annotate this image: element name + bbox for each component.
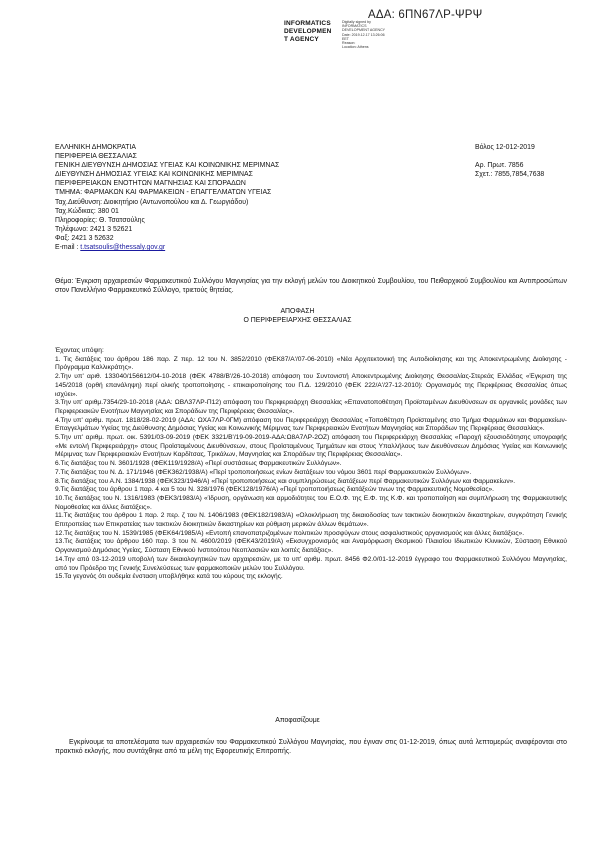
- stamp-line: INFORMATICS: [284, 20, 331, 27]
- stamp-detail: Reason:: [342, 41, 356, 46]
- stamp-line: DEVELOPMEN: [284, 28, 332, 35]
- considering-heading: Έχοντας υπόψη:: [55, 347, 104, 354]
- list-item: 12.Τις διατάξεις του Ν. 1539/1985 (ΦΕΚ64/1985/Α) «Εντοπή επανοπατριζομένων πολιτικών προσφύγων στους ασφαλιστικούς οργανισμούς και άλλες διατάξεις».: [55, 529, 525, 537]
- document-date: Βόλος 12-012-2019: [475, 144, 535, 151]
- header-line: Πληροφορίες: Θ. Τσατσούλης: [55, 216, 145, 224]
- stamp-detail: Date: 2019.12.17 13:26:06: [342, 32, 385, 37]
- header-line: Τηλέφωνο: 2421 3 52621: [55, 225, 133, 233]
- stamp-details: [342, 20, 385, 49]
- header-line: ΠΕΡΙΦΕΡΕΙΑΚΩΝ ΕΝΟΤΗΤΩΝ ΜΑΓΝΗΣΙΑΣ ΚΑΙ ΣΠΟΡΑΔΩΝ: [55, 180, 246, 188]
- stamp-line: T AGENCY: [284, 36, 319, 43]
- list-item: 9.Τις διατάξεις του άρθρου 1 παρ. 4 και 5 του Ν. 328/1976 (ΦΕΚ128/1976/Α) «Περί τροποποιήσεως διατάξεών τινων της Φαρμακευτικής Νομοθεσίας».: [55, 486, 494, 494]
- header-line: ΤΜΗΜΑ: ΦΑΡΜΑΚΩΝ ΚΑΙ ΦΑΡΜΑΚΕΙΩΝ - ΕΠΑΓΓΕΛΜΑΤΩΝ ΥΓΕΙΑΣ: [55, 189, 272, 197]
- decision-text: Εγκρίνουμε τα αποτελέσματα των αρχαιρεσιών του Φαρμακευτικού Συλλόγου Μαγνησίας, που έγιναν στις 01-12-2019, όπως αυτά λεπτομερώς αναφέρονται στο πρακτικό εκλογής, που συντάχθηκε από τα μέλη της Εφορευτικής Επιτροπής.: [55, 739, 567, 756]
- list-item: 6.Τις διατάξεις του Ν. 3601/1928 (ΦΕΚ119/1928/Α) «Περί συστάσεως Φαρμακευτικών Συλλόγων».: [55, 460, 342, 468]
- list-item: 7.Τις διατάξεις του Ν. Δ. 171/1946 (ΦΕΚ362/1938/Α) «Περί τροποποιήσεως ενίων διατάξεων του νόμου 3601 περί Φαρμακευτικών Συλλόγων».: [55, 468, 472, 476]
- considerations: [55, 347, 567, 582]
- list-item: 13.Τις διατάξεις του άρθρου 160 παρ. 3 του Ν. 4600/2019 (ΦΕΚ43/2019/Α) «Εκσυγχρονισμός και Αναμόρφωση Θεσμικού Πλαισίου Ιδιωτικών Κλινικών, Σύσταση Εθνικού Οργανισμού Δημόσιας Υγείας, Σύσταση Εθνικού Ινστιτούτου Νεοπλασιών και λοιπές διατάξεις».: [55, 538, 567, 555]
- subject-line: Θέμα: Έγκριση αρχαιρεσιών Φαρμακευτικού Συλλόγου Μαγνησίας για την εκλογή μελών του Διοικητικού Συμβουλίου, του Πειθαρχικού Συμβουλίου και Αντιπροσώπων στον Πανελλήνιο Φαρμακευτικό Σύλλογο, τριετούς θητείας.: [55, 278, 567, 295]
- stamp-detail: EET: [342, 36, 349, 41]
- list-item: 8.Τις διατάξεις του Α.Ν. 1384/1938 (ΦΕΚ323/1946/Α) «Περί τροποποιήσεως και συμπληρώσεως διατάξεων περί Φαρμακευτικών Συλλόγων και Φαρμακείων».: [55, 477, 516, 485]
- reference-block: [475, 143, 544, 179]
- email-label: E-mail :: [55, 244, 81, 252]
- protocol-number: Αρ. Πρωτ. 7856: [475, 162, 524, 170]
- list-item: 11.Τις διατάξεις του άρθρου 1 παρ. 2 περ. ζ του Ν. 1406/1983 (ΦΕΚ182/1983/Α) «Ολοκλήρωση της δικαιοδοσίας των τακτικών διοικητικών δικαστηρίων, συγκρότηση Γενικής Επιτροπείας των Επικρατείας των τακτικών διοικητικών δικαστηρίων και ρύθμιση μερικών άλλων θεμάτων».: [55, 512, 567, 529]
- header-line: ΔΙΕΥΘΥΝΣΗ ΔΗΜΟΣΙΑΣ ΥΓΕΙΑΣ ΚΑΙ ΚΟΙΝΩΝΙΚΗΣ ΜΕΡΙΜΝΑΣ: [55, 171, 253, 179]
- header-line: Φαξ: 2421 3 52632: [55, 234, 114, 242]
- list-item: 5.Την υπ' αριθμ. πρωτ. οικ. 5391/03-09-2019 (ΦΕΚ 3321/Β'/19-09-2019-ΑΔΑ:Ω8Α7ΛΡ-2ΟΖ) απόφαση του Περιφερειάρχη Θεσσαλίας «Παροχή εξουσιοδότησης υπογραφής «Με εντολή Περιφερειάρχη» στους Προϊσταμένους Διευθύνσεων, στους Προϊσταμένους Τμημάτων και στους Υπαλλήλους των Διευθύνσεων Δημόσιας Υγείας και Κοινωνικής Μέριμνας των Περιφερειακών Ενοτήτων Καρδίτσας, Τρικάλων, Μαγνησίας και Σποράδων της Περιφέρειας Θεσσαλίας».: [55, 434, 567, 459]
- stamp-detail: DEVELOPMENT AGENCY: [342, 28, 386, 33]
- stamp-detail: INFORMATICS: [342, 24, 367, 29]
- email-link[interactable]: t.tsatsoulis@thessaly.gov.gr: [80, 244, 166, 252]
- related-numbers: Σχετ.: 7855,7854,7638: [475, 171, 545, 179]
- digital-signature-stamp: [284, 20, 386, 50]
- header-line: ΕΛΛΗΝΙΚΗ ΔΗΜΟΚΡΑΤΙΑ: [55, 144, 136, 151]
- list-item: 3.Την υπ' αριθμ.7354/29-10-2018 (ΑΔΑ: ΩΒΛ37ΛΡ-Π12) απόφαση του Περιφερειάρχη Θεσσαλίας «Επανατοποθέτηση Προϊσταμένων Διευθύνσεων σε οργανικές μονάδες των Περιφερειακών Ενοτήτων Μαγνησίας και Σποράδων της Περιφέρειας Θεσσαλίας».: [55, 399, 567, 415]
- header-line: ΠΕΡΙΦΕΡΕΙΑ ΘΕΣΣΑΛΙΑΣ: [55, 153, 137, 161]
- stamp-detail: Digitally signed by: [342, 20, 371, 24]
- email-line: [55, 243, 279, 252]
- spacer: [475, 152, 544, 161]
- decision-title: ΑΠΟΦΑΣΗ: [280, 308, 315, 315]
- stamp-detail: Location: Athens: [342, 45, 369, 50]
- list-item: 10.Τις διατάξεις του Ν. 1316/1983 (ΦΕΚ3/1983/Α) «Ίδρυση, οργάνωση και αρμοδιότητες του Ε.Ο.Φ. της Ε.Φ. της Κ.Φ. και τροποποίηση και συμπλήρωση της Φαρμακευτικής Νομοθεσίας και άλλες διατάξεις».: [55, 494, 567, 511]
- considerations-list: [55, 356, 567, 582]
- header-line: Ταχ.Διεύθυνση: Διοικητήριο (Αντωνοπούλου και Δ. Γεωργιάδου): [55, 198, 249, 206]
- list-item: 1. Τις διατάξεις του άρθρου 186 παρ. Ζ περ. 12 του Ν. 3852/2010 (ΦΕΚ87/Α'/07-06-2010) «Νέα Αρχιτεκτονική της Αυτοδιοίκησης και της Αποκεντρωμένης Διοίκησης - Πρόγραμμα Καλλικράτης».: [55, 355, 567, 372]
- header-line: Ταχ.Κώδικας: 380 01: [55, 207, 119, 215]
- decision-heading: Αποφασίζουμε: [275, 717, 320, 724]
- list-item: 2.Την υπ' αριθ. 133040/156612/04-10-2018 (ΦΕΚ 4788/Β'/26-10-2018) απόφαση του Συντονιστή Αποκεντρωμένης Διοίκησης Θεσσαλίας-Στερεάς Ελλάδας «Έγκριση της 145/2018 (ορθή επανάληψη) περί ολικής τροποποίησης - επικαιροποίησης του Π.Δ. 129/2010 (ΦΕΚ 222/Α'/27-12-2010): Οργανισμός της Περιφέρειας Θεσσαλίας όπως ισχύει».: [55, 373, 567, 398]
- sender-header: [55, 143, 279, 252]
- list-item: 14.Την από 03-12-2019 υποβολή των δικαιολογητικών των αρχαιρεσιών, με το υπ' αριθμ. πρωτ. 8456 Φ2.0/01-12-2019 έγγραφο του Φαρμακευτικού Συλλόγου Μαγνησίας, από τον Πρόεδρο της Γενικής Συνελεύσεως των φαρμακοποιών μελών του Συλλόγου.: [55, 555, 567, 572]
- ada-code: ΑΔΑ: 6ΠΝ67ΛΡ-ΨΡΨ: [368, 9, 483, 21]
- list-item: 4.Την υπ' αριθμ. πρωτ. 1818/28-02-2019 (ΑΔΑ: ΩΧΑ7ΛΡ-0ΓΜ) απόφαση του Περιφερειάρχη Θεσσαλίας «Τοποθέτηση Προϊσταμένης στο Τμήμα Φαρμάκων και Φαρμακείων-Επαγγελμάτων Υγείας της Διεύθυνσης Δημόσιας Υγείας και Κοινωνικής Μέριμνας των Περιφερειακών Ενοτήτων Μαγνησίας και Σποράδων της Περιφέρειας Θεσσαλίας».: [55, 416, 567, 433]
- decision-subtitle: Ο ΠΕΡΙΦΕΡΕΙΑΡΧΗΣ ΘΕΣΣΑΛΙΑΣ: [243, 317, 352, 324]
- list-item: 15.Τα γεγονός ότι ουδεμία ένσταση υποβλήθηκε κατά του κύρους της εκλογής.: [55, 573, 283, 581]
- header-line: ΓΕΝΙΚΗ ΔΙΕΥΘΥΝΣΗ ΔΗΜΟΣΙΑΣ ΥΓΕΙΑΣ ΚΑΙ ΚΟΙΝΩΝΙΚΗΣ ΜΕΡΙΜΝΑΣ: [55, 162, 280, 170]
